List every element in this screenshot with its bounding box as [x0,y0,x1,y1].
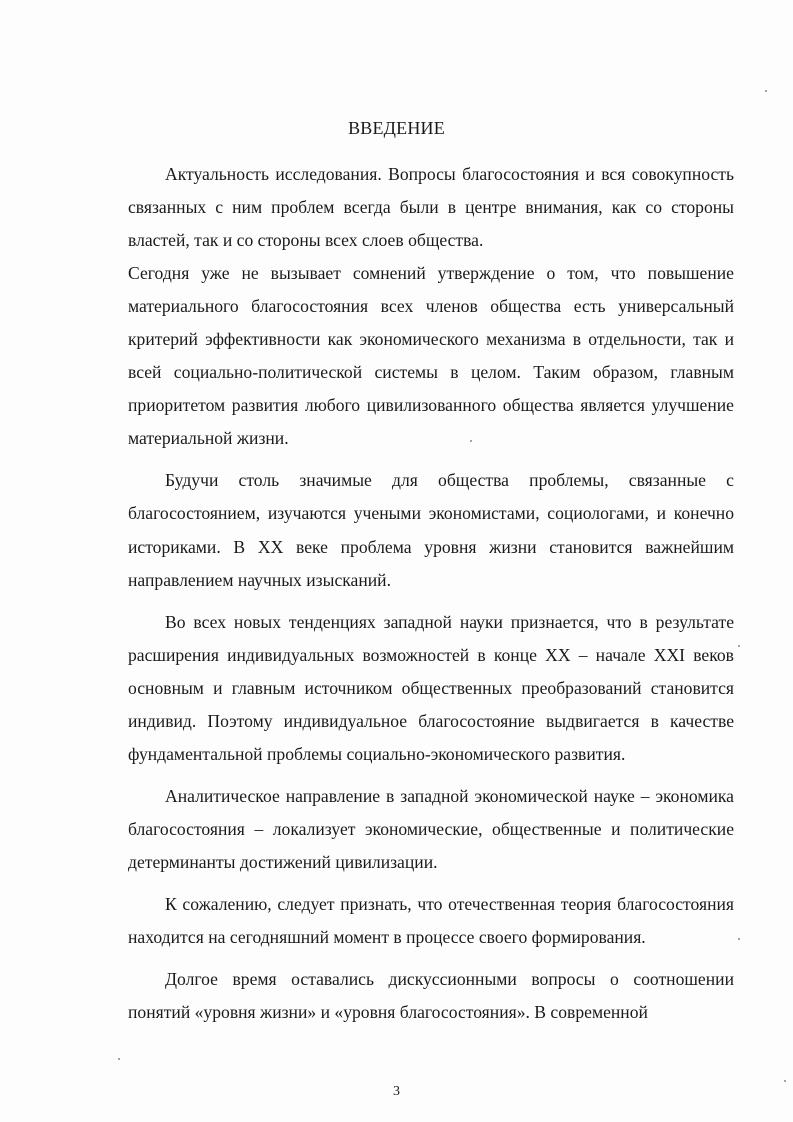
page-title: ВВЕДЕНИЕ [348,118,445,138]
paragraph-scholars: Будучи столь значимые для общества проблемы, связанные с благосостоянием, изучаются учеными экономистами, социологами, и конечно историками. В XX веке проблема уровня жизни становится важнейшим направлением научных изысканий. [128,470,734,590]
scan-speck [784,1080,786,1082]
scan-speck [738,645,740,647]
paragraph-material-welfare: Сегодня уже не вызывает сомнений утверждение о том, что повышение материального благосостояния всех членов общества есть универсальный критерий эффективности как экономического механизма в отдельности, так и всей социально-политической системы в целом. Таким образом, главным приоритетом развития любого цивилизованного общества является улучшение материальной жизни. [128,263,734,449]
page-number: 3 [393,1084,400,1099]
paragraph-domestic-theory: К сожалению, следует признать, что отечественная теория благосостояния находится на сегодняшний момент в процессе своего формирования. [128,893,734,948]
scan-speck [118,1058,120,1060]
paragraph-relevance: Актуальность исследования. Вопросы благосостояния и вся совокупность связанных с ним проблем всегда были в центре внимания, как со стороны властей, так и со стороны всех слоев общества. [128,164,734,251]
paragraph-welfare-economics: Аналитическое направление в западной экономической науке – экономика благосостояния – локализует экономические, общественные и политические детерминанты достижений цивилизации. [128,785,734,872]
scan-speck [738,938,740,940]
scan-speck [470,440,472,442]
paragraph-living-standard: Долгое время оставались дискуссионными вопросы о соотношении понятий «уровня жизни» и «уровня благосостояния». В современной [128,969,734,1023]
body-text [128,158,734,1029]
paragraph-western-science: Во всех новых тенденциях западной науки признается, что в результате расширения индивидуальных возможностей в конце XX – начале XXI веков основным и главным источником общественных преобразований становится индивид. Поэтому индивидуальное благосостояние выдвигается в качестве фундаментальной проблемы социально-экономического развития. [128,611,734,764]
scan-speck [765,90,767,92]
